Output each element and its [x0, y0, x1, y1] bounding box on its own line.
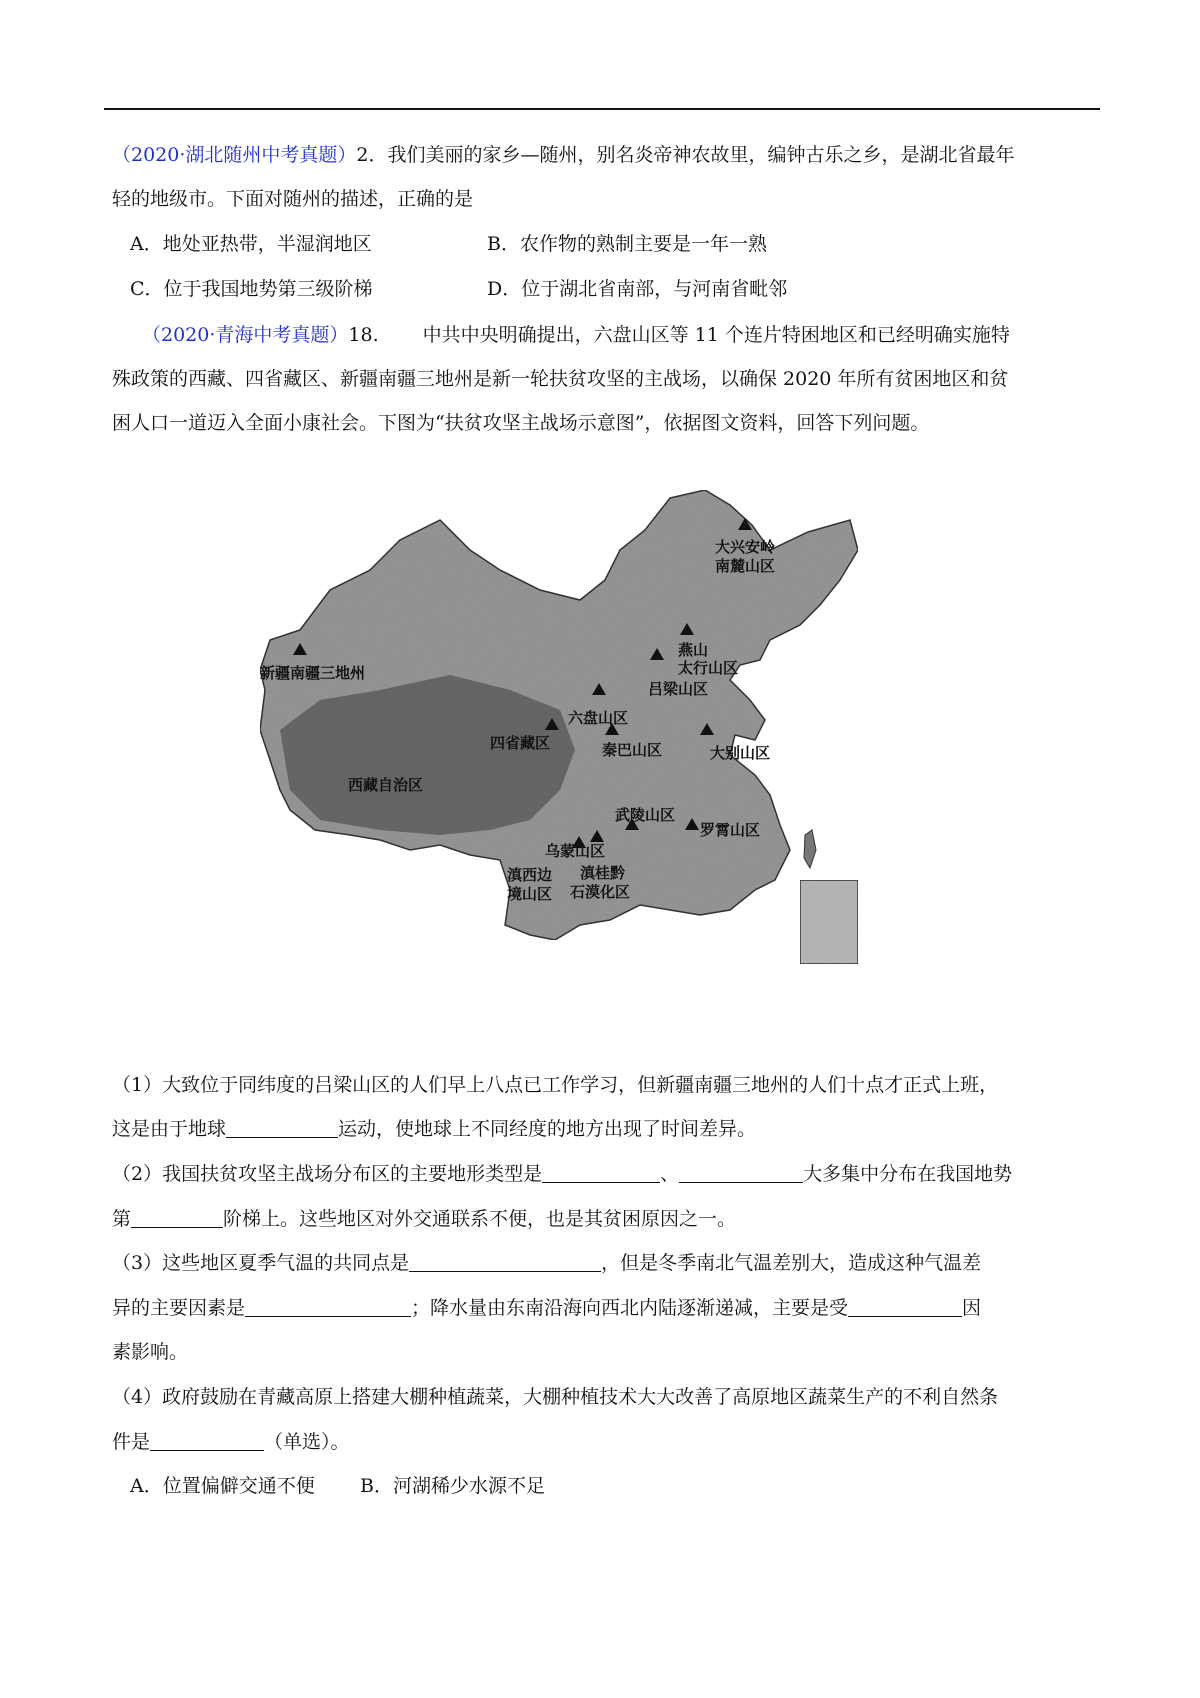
q2-stem-line2: 轻的地级市。下面对随州的描述，正确的是: [112, 188, 474, 210]
header-rule: [104, 108, 1100, 110]
answer-blank-2[interactable]: [542, 1162, 660, 1183]
q2-source: （2020·湖北随州中考真题）: [112, 144, 357, 166]
taiwan: [804, 830, 816, 868]
q18-stem-line3: 困人口一道迈入全面小康社会。下图为“扶贫攻坚主战场示意图”，依据图文资料，回答下列问题。: [112, 412, 930, 434]
label-qinba: 秦巴山区: [602, 741, 663, 759]
q18-source: （2020·青海中考真题）: [142, 324, 349, 346]
label-daxinganling-1: 大兴安岭: [715, 538, 776, 556]
label-wuling: 武陵山区: [615, 806, 676, 824]
sub3-line3: 素影响。: [112, 1341, 189, 1363]
label-sisheng: 四省藏区: [490, 734, 551, 752]
label-lvliang: 吕梁山区: [648, 680, 709, 698]
label-yanshan-1: 燕山: [678, 641, 709, 659]
south-china-sea-inset: [800, 880, 858, 964]
answer-blank-1[interactable]: [226, 1117, 338, 1138]
q18-number: 18.: [348, 324, 379, 346]
answer-blank-5[interactable]: [409, 1251, 601, 1272]
sub4-line1: （4）政府鼓励在青藏高原上搭建大棚种植蔬菜，大棚种植技术大大改善了高原地区蔬菜生产的不利自然条: [112, 1386, 999, 1408]
q18-stem-line1: （2020·青海中考真题）18. 中共中央明确提出，六盘山区等 11 个连片特困地区和已经明确实施特: [142, 324, 1010, 346]
label-yanshan-2: 太行山区: [678, 659, 739, 677]
answer-blank-6[interactable]: [245, 1296, 411, 1317]
sub4-line2: 件是 （单选）。: [112, 1431, 350, 1453]
q18-option-b: B．河湖稀少水源不足: [360, 1475, 545, 1497]
q18-stem-line2: 殊政策的西藏、四省藏区、新疆南疆三地州是新一轮扶贫攻坚的主战场，以确保 2020 年所有贫困地区和贫: [112, 368, 1009, 390]
label-luoxiao: 罗霄山区: [700, 821, 761, 839]
sub2-line1: （2）我国扶贫攻坚主战场分布区的主要地形类型是 、 大多集中分布在我国地势: [112, 1163, 1013, 1185]
label-wumeng: 乌蒙山区: [545, 842, 606, 860]
answer-blank-8[interactable]: [150, 1430, 264, 1451]
label-dianguiqian-1: 滇桂黔: [580, 864, 626, 882]
sub2-line2: 第 阶梯上。这些地区对外交通联系不便，也是其贫困原因之一。: [112, 1208, 737, 1230]
answer-blank-7[interactable]: [848, 1296, 962, 1317]
label-dabie: 大别山区: [710, 744, 771, 762]
label-liupan: 六盘山区: [568, 709, 629, 727]
q2-option-d: D．位于湖北省南部，与河南省毗邻: [487, 278, 788, 300]
sub3-line2: 异的主要因素是 ；降水量由东南沿海向西北内陆逐渐递减，主要是受 因: [112, 1297, 982, 1319]
q2-option-b: B．农作物的熟制主要是一年一熟: [487, 233, 767, 255]
q2-option-c: C．位于我国地势第三级阶梯: [130, 278, 373, 300]
sub1-line1: （1）大致位于同纬度的吕梁山区的人们早上八点已工作学习，但新疆南疆三地州的人们十点才正式上班，: [112, 1074, 999, 1096]
sub3-line1: （3）这些地区夏季气温的共同点是 ，但是冬季南北气温差别大，造成这种气温差: [112, 1252, 982, 1274]
answer-blank-4[interactable]: [131, 1207, 223, 1228]
q18-option-a: A．位置偏僻交通不便: [130, 1475, 315, 1497]
q2-stem-line1: （2020·湖北随州中考真题）2．我们美丽的家乡—随州，别名炎帝神农故里，编钟古乐之乡，是湖北省最年: [112, 144, 1015, 166]
label-dianguiqian-2: 石漠化区: [570, 883, 631, 901]
label-daxinganling-2: 南麓山区: [715, 557, 776, 575]
label-dianxi-1: 滇西边: [507, 866, 553, 884]
china-poverty-map: [260, 490, 960, 1055]
answer-blank-3[interactable]: [679, 1162, 803, 1183]
q2-option-a: A．地处亚热带，半湿润地区: [130, 233, 372, 255]
label-xizang: 西藏自治区: [348, 776, 424, 794]
label-xinjiang: 新疆南疆三地州: [260, 664, 366, 682]
label-dianxi-2: 境山区: [507, 885, 553, 903]
sub1-line2: 这是由于地球 运动，使地球上不同经度的地方出现了时间差异。: [112, 1118, 757, 1140]
